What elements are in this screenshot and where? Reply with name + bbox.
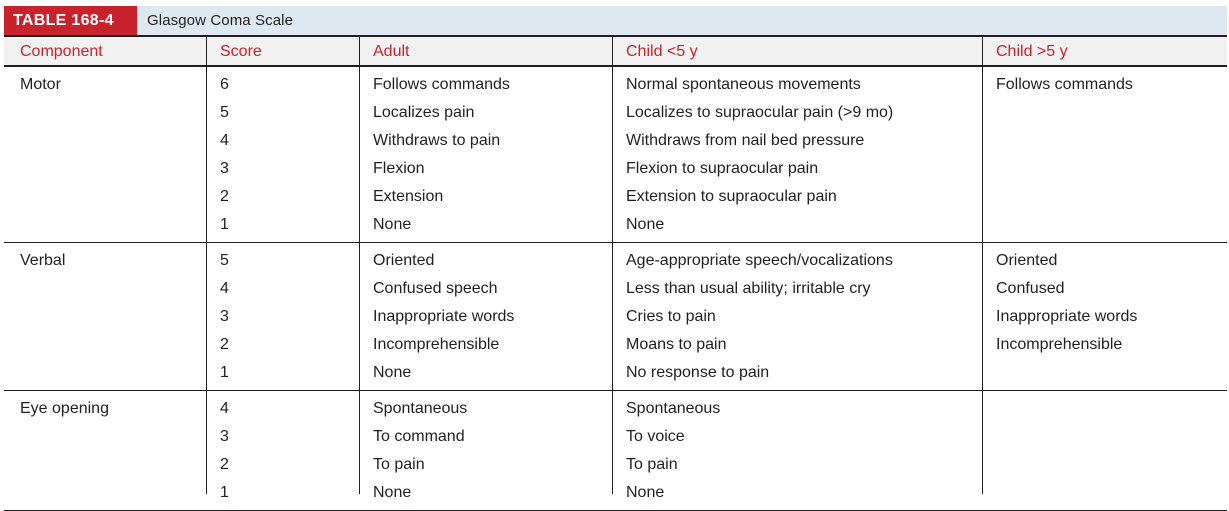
adult-cell: Withdraws to pain [373,132,501,149]
adult-cell: Flexion [373,160,425,177]
adult-cell: Inappropriate words [373,308,515,325]
score-cell: 4 [220,280,229,297]
table-row [4,127,1227,155]
table-row [4,479,1227,507]
child-over-5-cell: Incomprehensible [996,336,1123,353]
child-under-5-cell: Flexion to supraocular pain [626,160,819,177]
adult-cell: Localizes pain [373,104,475,121]
child-under-5-cell: Spontaneous [626,400,721,417]
table-row [4,247,1227,275]
adult-cell: Extension [373,188,444,205]
adult-cell: To pain [373,456,425,473]
adult-cell: Confused speech [373,280,498,297]
child-under-5-cell: Extension to supraocular pain [626,188,837,205]
table-title: Glasgow Coma Scale [147,12,294,29]
score-cell: 2 [220,456,229,473]
score-cell: 5 [220,104,229,121]
table-row [4,275,1227,303]
component-group [4,67,1227,243]
component-cell: Verbal [20,252,66,269]
child-under-5-cell: Withdraws from nail bed pressure [626,132,865,149]
table-body [4,67,1227,511]
adult-cell: Incomprehensible [373,336,500,353]
score-cell: 2 [220,188,229,205]
child-under-5-cell: None [626,216,665,233]
table-number-label: TABLE 168-4 [4,6,137,35]
column-header-adult: Adult [373,43,410,60]
component-group [4,391,1227,511]
table-row [4,183,1227,211]
adult-cell: Spontaneous [373,400,468,417]
column-divider [982,35,983,494]
score-cell: 4 [220,132,229,149]
child-under-5-cell: Less than usual ability; irritable cry [626,280,871,297]
component-cell: Motor [20,76,61,93]
child-under-5-cell: Moans to pain [626,336,727,353]
child-over-5-cell: Inappropriate words [996,308,1138,325]
table-row [4,395,1227,423]
column-header-component: Component [20,43,103,60]
component-cell: Eye opening [20,400,109,417]
adult-cell: Follows commands [373,76,510,93]
adult-cell: To command [373,428,465,445]
child-under-5-cell: Cries to pain [626,308,716,325]
score-cell: 6 [220,76,229,93]
child-under-5-cell: To pain [626,456,678,473]
score-cell: 3 [220,308,229,325]
column-header-child-under-5: Child <5 y [626,43,698,60]
table-row [4,359,1227,387]
table-row [4,71,1227,99]
child-under-5-cell: Normal spontaneous movements [626,76,861,93]
table-row [4,303,1227,331]
score-cell: 4 [220,400,229,417]
child-over-5-cell: Follows commands [996,76,1133,93]
child-over-5-cell: Confused [996,280,1065,297]
score-cell: 3 [220,428,229,445]
table-row [4,155,1227,183]
component-group [4,243,1227,391]
child-under-5-cell: No response to pain [626,364,770,381]
table-title-bar [4,6,1227,35]
column-header-row [4,35,1227,67]
score-cell: 3 [220,160,229,177]
table-row [4,99,1227,127]
glasgow-coma-scale-table [2,2,1227,501]
child-under-5-cell: Localizes to supraocular pain (>9 mo) [626,104,894,121]
table-row [4,211,1227,239]
child-over-5-cell: Oriented [996,252,1058,269]
table-row [4,423,1227,451]
column-divider [206,35,207,494]
column-divider [612,35,613,494]
score-cell: 5 [220,252,229,269]
score-cell: 2 [220,336,229,353]
adult-cell: Oriented [373,252,435,269]
adult-cell: None [373,364,412,381]
child-under-5-cell: None [626,484,665,501]
column-divider [359,35,360,494]
score-cell: 1 [220,484,229,501]
table-row [4,451,1227,479]
adult-cell: None [373,484,412,501]
column-header-score: Score [220,43,262,60]
child-under-5-cell: Age-appropriate speech/vocalizations [626,252,893,269]
column-header-child-over-5: Child >5 y [996,43,1068,60]
score-cell: 1 [220,364,229,381]
adult-cell: None [373,216,412,233]
table-row [4,331,1227,359]
score-cell: 1 [220,216,229,233]
child-under-5-cell: To voice [626,428,685,445]
